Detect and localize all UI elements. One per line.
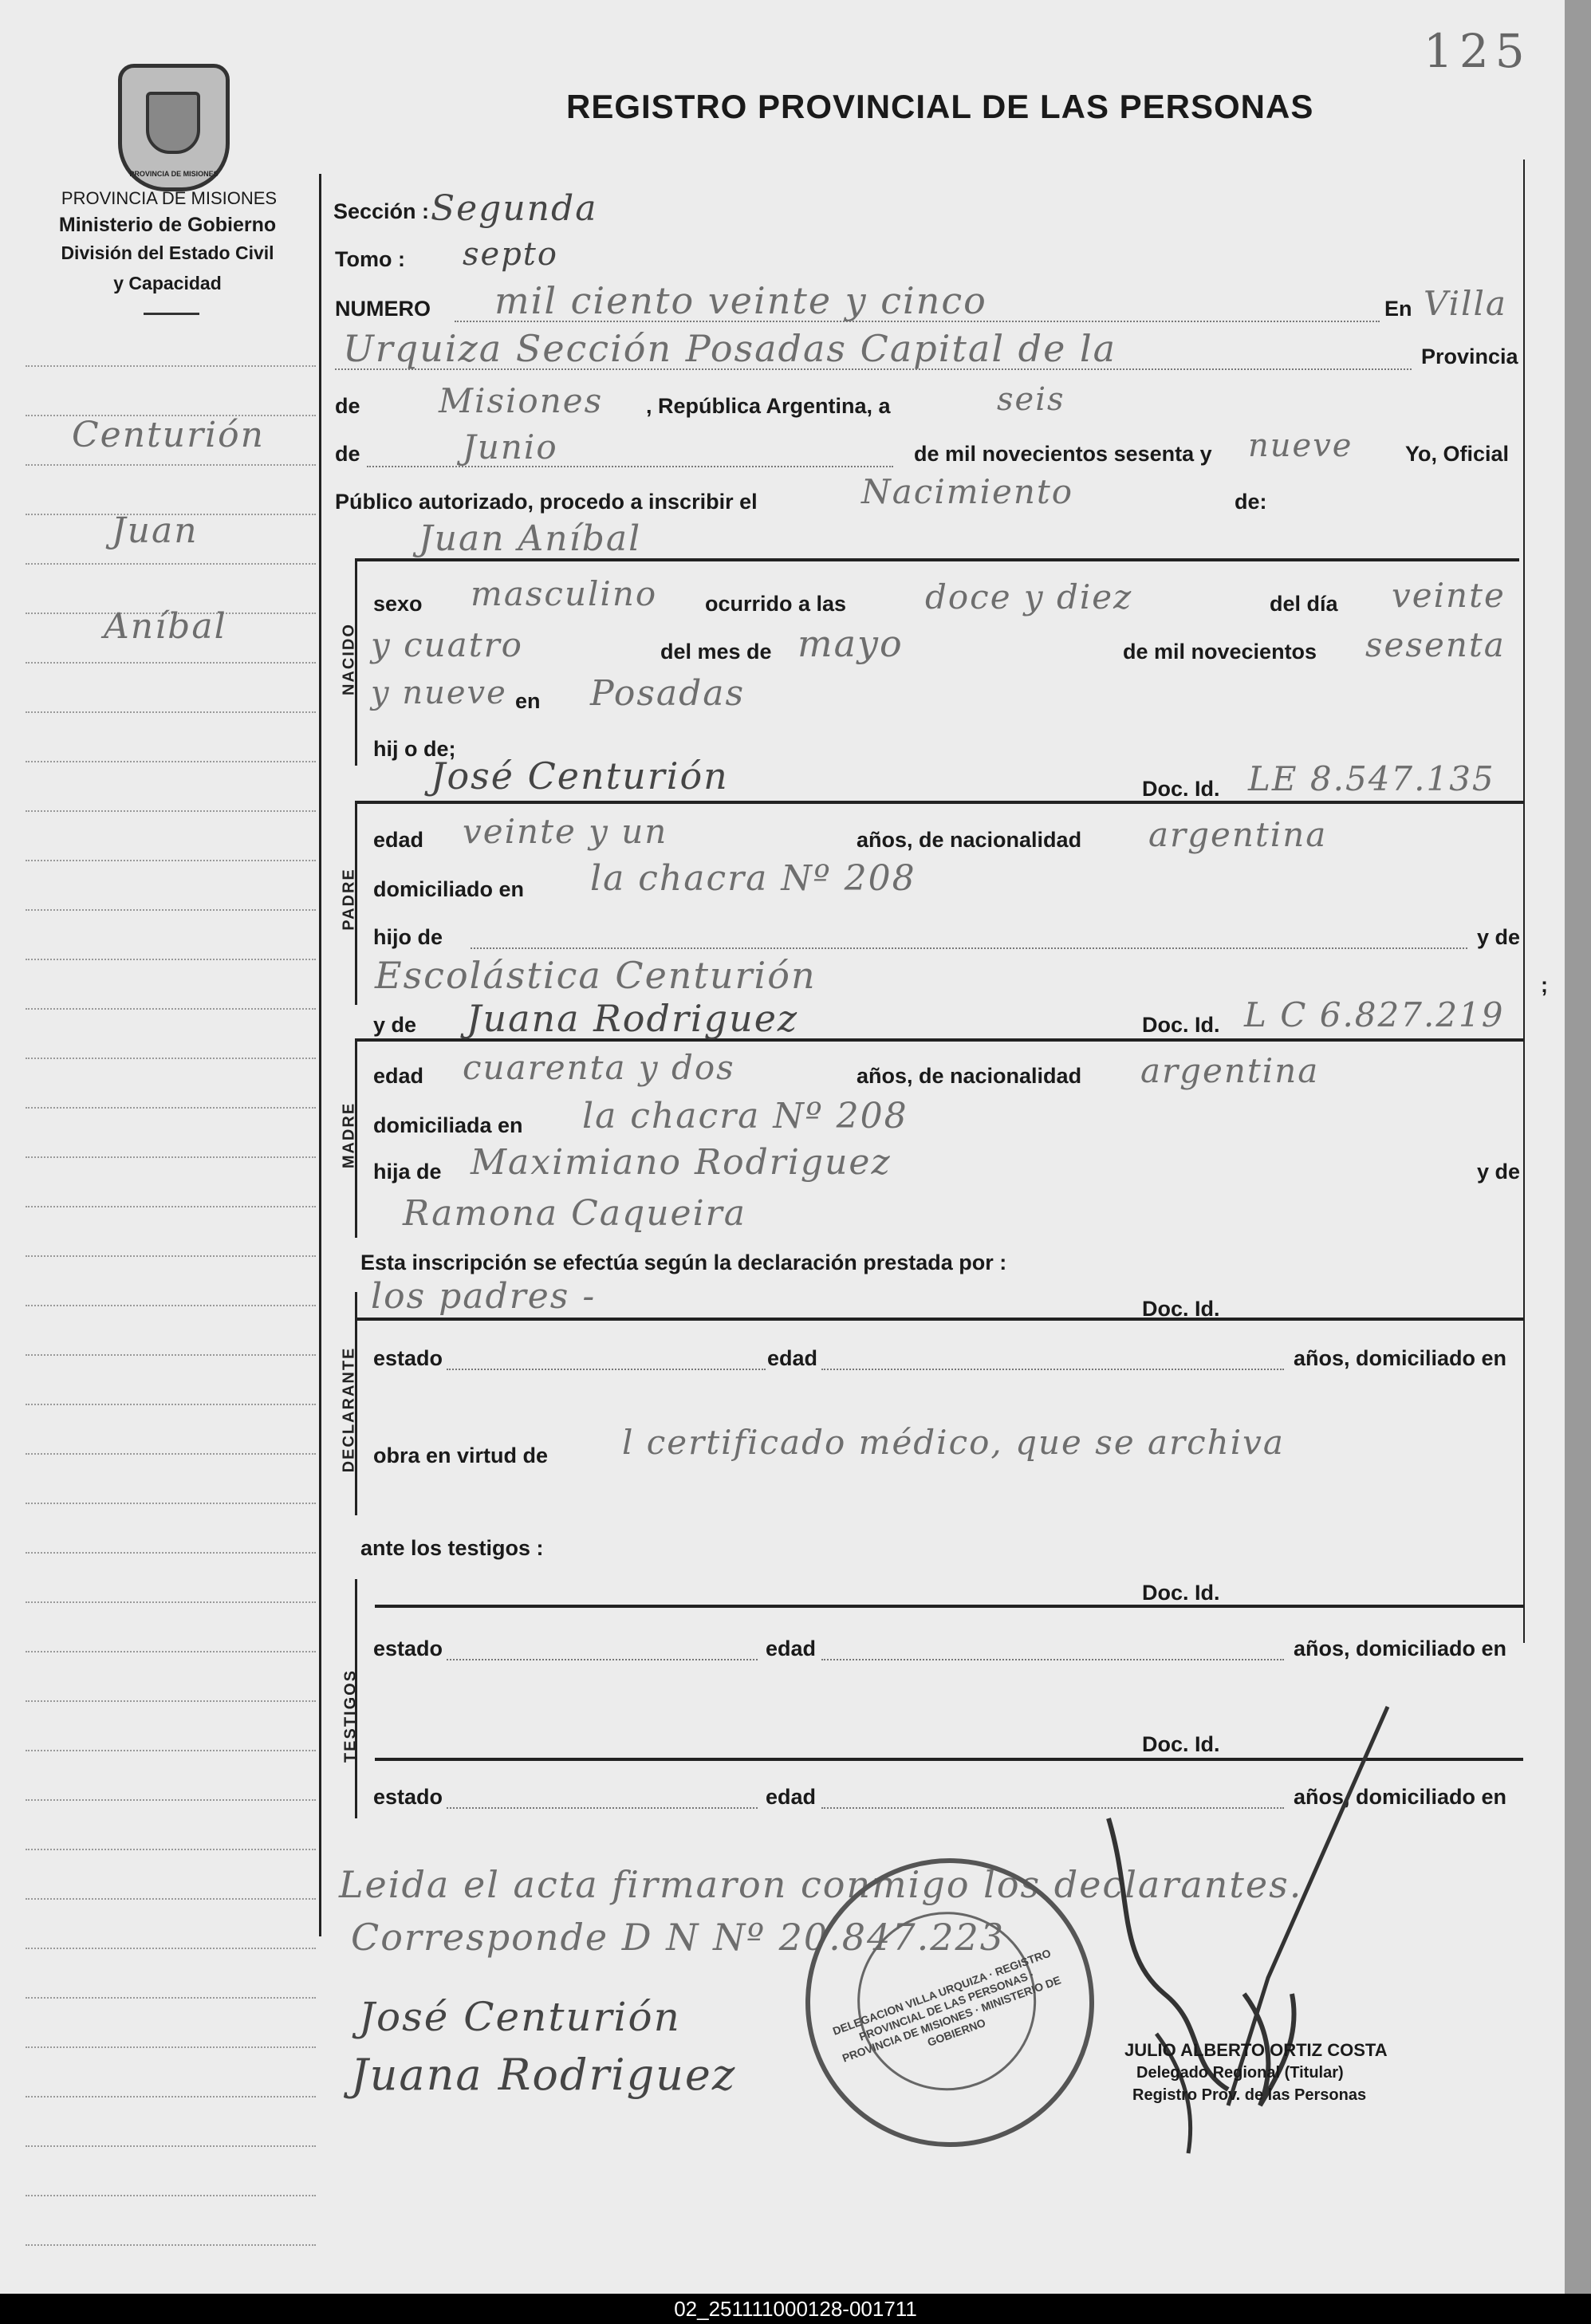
field-madre-nac: argentina (1140, 1051, 1320, 1090)
label-del-mes: del mes de (660, 640, 772, 664)
main-left-border (319, 174, 321, 1936)
label-tomo: Tomo : (335, 247, 405, 271)
field-hora: doce y diez (925, 577, 1133, 616)
label-padre-edad: edad (373, 828, 424, 852)
org-line-4: y Capacidad (113, 273, 222, 293)
label-ante-testigos: ante los testigos : (360, 1536, 544, 1560)
field-padre-madre: Escolástica Centurión (375, 954, 817, 997)
label-esta-inscripcion: Esta inscripción se efectúa según la declaración prestada por : (360, 1251, 1007, 1274)
label-madre-doc: Doc. Id. (1142, 1013, 1220, 1037)
signature-father: José Centurión (359, 1994, 681, 2040)
label-mil-novecientos-2: de mil novecientos (1123, 640, 1317, 664)
section-testigos: TESTIGOS (341, 1668, 360, 1763)
label-padre-dom: domiciliado en (373, 877, 525, 901)
field-acto: Nacimiento (861, 472, 1074, 511)
label-declarante-estado: estado (373, 1346, 443, 1370)
field-anio: nueve (1248, 427, 1353, 464)
label-de-colon: de: (1235, 490, 1267, 514)
field-anio-nac-2: y nueve (371, 675, 507, 711)
field-declarante: los padres - (371, 1276, 597, 1317)
label-testigo1-estado: estado (373, 1637, 443, 1660)
label-testigo2-anios: años, domiciliado en (1294, 1785, 1507, 1809)
official-name: JULIO ALBERTO ORTIZ COSTA (1124, 2040, 1388, 2060)
official-org: Registro Prov. de las Personas (1132, 2086, 1367, 2104)
field-madre-padre: Maximiano Rodriguez (471, 1142, 892, 1183)
field-lugar: Urquiza Sección Posadas Capital de la (343, 327, 1117, 370)
org-line-3: División del Estado Civil (61, 242, 274, 263)
field-seccion: Segunda (431, 188, 598, 229)
field-madre-edad: cuarenta y dos (463, 1048, 735, 1087)
label-testigo2-doc: Doc. Id. (1142, 1732, 1220, 1756)
label-madre-y-de: y de (1477, 1160, 1521, 1184)
label-republica: , República Argentina, a (646, 394, 891, 418)
field-padre-edad: veinte y un (463, 812, 668, 851)
label-hijo-de: hij o de; (373, 737, 456, 761)
section-nacido: NACIDO (340, 623, 358, 695)
section-padre: PADRE (340, 868, 358, 931)
label-madre-nac: años, de nacionalidad (857, 1064, 1082, 1088)
margin-second-name: Aníbal (104, 606, 227, 647)
field-lugar-nac: Posadas (590, 673, 746, 714)
field-numero: mil ciento veinte y cinco (494, 279, 987, 322)
label-testigo1-edad: edad (766, 1637, 817, 1660)
province-seal (118, 64, 230, 191)
label-hija-de: hija de (373, 1160, 442, 1184)
field-nombre: Juan Aníbal (419, 518, 642, 559)
label-padre-y-de: y de (1477, 925, 1521, 949)
label-mil-novecientos: de mil novecientos sesenta y (914, 442, 1212, 466)
page-number: 125 (1424, 24, 1531, 78)
field-madre-madre: Ramona Caqueira (403, 1193, 746, 1234)
label-de-provincia: de (335, 394, 360, 418)
label-declarante-doc: Doc. Id. (1142, 1297, 1220, 1321)
field-madre-dom: la chacra Nº 208 (582, 1096, 908, 1136)
field-padre-nombre: José Centurión (431, 754, 729, 798)
section-declarante: DECLARANTE (340, 1346, 358, 1473)
section-madre: MADRE (340, 1101, 358, 1169)
label-del-dia: del día (1270, 592, 1338, 616)
label-numero: NUMERO (335, 297, 431, 321)
official-title: Delegado Regional (Titular) (1136, 2064, 1344, 2082)
label-semicolon: ; (1541, 973, 1548, 997)
closing-line-1: Leida el acta firmaron conmigo los declarantes. (339, 1863, 1303, 1906)
seal-text: PROVINCIA DE MISIONES (129, 170, 219, 178)
field-obra: l certificado médico, que se archiva (622, 1423, 1285, 1462)
org-divider (144, 313, 199, 315)
field-provincia: Misiones (439, 381, 604, 420)
stamp-text: DELEGACION VILLA URQUIZA · REGISTRO PROVINCIAL DE LAS PERSONAS · PROVINCIA DE MISIONES · MINISTERIO DE GOBIERNO (830, 1946, 1063, 2065)
label-en-lugar: en (515, 689, 541, 713)
field-madre-nombre: Juana Rodriguez (467, 997, 799, 1040)
page-edge (1565, 0, 1591, 2294)
label-provincia: Provincia (1421, 345, 1518, 368)
label-de-mes: de (335, 442, 360, 466)
field-padre-doc: LE 8.547.135 (1248, 759, 1495, 798)
label-declarante-edad: edad (767, 1346, 818, 1370)
label-obra: obra en virtud de (373, 1444, 549, 1467)
org-line-1: PROVINCIA DE MISIONES (61, 188, 278, 208)
signature-mother: Juana Rodriguez (351, 2050, 737, 2100)
label-yo-oficial: Yo, Oficial (1405, 442, 1510, 466)
org-line-2: Ministerio de Gobierno (58, 214, 277, 236)
field-madre-doc: L C 6.827.219 (1244, 995, 1505, 1034)
field-padre-dom: la chacra Nº 208 (590, 858, 916, 899)
margin-first-name: Juan (112, 510, 199, 551)
field-mes-nac: mayo (797, 622, 904, 665)
label-testigo1-anios: años, domiciliado en (1294, 1637, 1507, 1660)
field-anio-nac-1: sesenta (1365, 625, 1506, 664)
label-padre-nac: años, de nacionalidad (857, 828, 1082, 852)
field-dia: seis (997, 381, 1065, 418)
label-seccion: Sección : (333, 199, 430, 223)
field-mes: Junio (463, 427, 558, 467)
label-padre-hijo-de: hijo de (373, 925, 443, 949)
label-en: En (1384, 297, 1412, 321)
label-ocurrido: ocurrido a las (705, 592, 847, 616)
closing-line-2: Corresponde D N Nº 20.847.223 (351, 1916, 1006, 1959)
field-tomo: septo (463, 236, 558, 273)
label-testigo2-edad: edad (766, 1785, 817, 1809)
field-en: Villa (1424, 284, 1507, 323)
page-title: REGISTRO PROVINCIAL DE LAS PERSONAS (566, 88, 1314, 125)
label-padre-doc: Doc. Id. (1142, 777, 1220, 801)
label-testigo1-doc: Doc. Id. (1142, 1581, 1220, 1605)
label-madre-dom: domiciliada en (373, 1113, 523, 1137)
label-testigo2-estado: estado (373, 1785, 443, 1809)
field-dia-nac-1: veinte (1392, 576, 1506, 615)
label-publico: Público autorizado, procedo a inscribir el (335, 490, 758, 514)
label-madre-edad: edad (373, 1064, 424, 1088)
label-sexo: sexo (373, 592, 423, 616)
field-sexo: masculino (471, 574, 658, 613)
main-right-border (1523, 160, 1525, 1643)
field-padre-nac: argentina (1148, 815, 1328, 854)
field-dia-nac-2: y cuatro (371, 625, 523, 664)
label-declarante-anios: años, domiciliado en (1294, 1346, 1507, 1370)
label-y-de-madre: y de (373, 1013, 417, 1037)
margin-surname: Centurión (72, 415, 265, 455)
image-id-footer: 02_251111000128-001711 (0, 2294, 1591, 2324)
